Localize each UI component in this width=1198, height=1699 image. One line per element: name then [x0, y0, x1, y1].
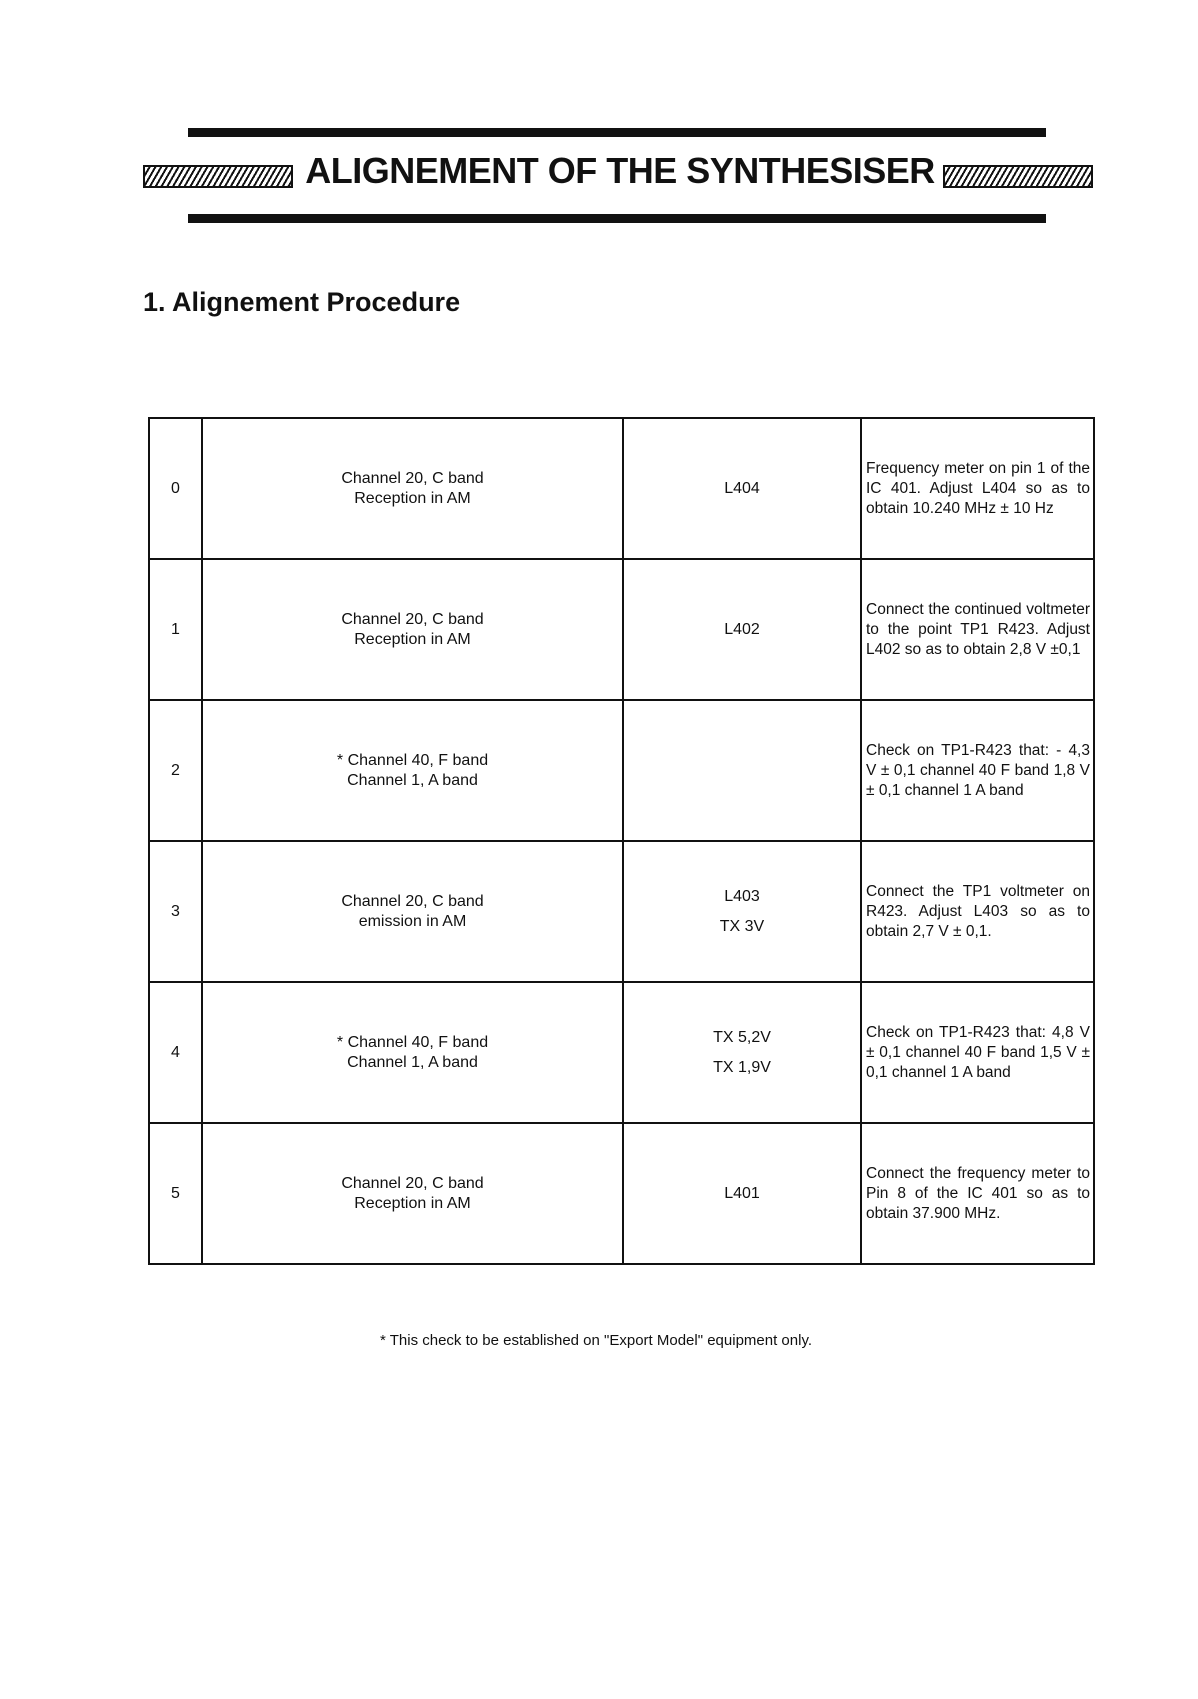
- step-number: 1: [149, 559, 202, 700]
- adjustment-value: L404: [724, 479, 760, 497]
- condition-line: Channel 20, C band: [341, 1174, 484, 1192]
- instruction-cell: Check on TP1-R423 that: - 4,3 V ± 0,1 channel 40 F band 1,8 V ± 0,1 channel 1 A band: [861, 700, 1094, 841]
- step-number: 3: [149, 841, 202, 982]
- adjustment-cell: [623, 1123, 861, 1264]
- alignment-table-body: [149, 418, 1094, 1264]
- adjustment-cell: [623, 559, 861, 700]
- adjustment-cell: [623, 418, 861, 559]
- condition-line: Channel 1, A band: [347, 1053, 478, 1071]
- condition-cell: [202, 1123, 623, 1264]
- bottom-rule: [188, 214, 1046, 223]
- condition-line: Reception in AM: [354, 1194, 471, 1212]
- adjustment-value: TX 3V: [719, 917, 765, 935]
- instruction-cell: Connect the continued voltmeter to the point TP1 R423. Adjust L402 so as to obtain 2,8 V ±0,1: [861, 559, 1094, 700]
- instruction-cell: Frequency meter on pin 1 of the IC 401. Adjust L404 so as to obtain 10.240 MHz ± 10 Hz: [861, 418, 1094, 559]
- condition-line: * Channel 40, F band: [336, 751, 489, 769]
- hatch-decoration-left: [143, 165, 293, 188]
- adjustment-value: L402: [724, 620, 760, 638]
- adjustment-value: L403: [724, 887, 760, 905]
- instruction-cell: Check on TP1-R423 that: 4,8 V ± 0,1 channel 40 F band 1,5 V ± 0,1 channel 1 A band: [861, 982, 1094, 1123]
- condition-cell: [202, 418, 623, 559]
- table-row: [149, 559, 1094, 700]
- section-title: 1. Alignement Procedure: [143, 287, 461, 317]
- condition-line: Channel 20, C band: [341, 610, 484, 628]
- adjustment-cell: [623, 982, 861, 1123]
- hatch-decoration-right: [943, 165, 1093, 188]
- instruction-cell: Connect the frequency meter to Pin 8 of the IC 401 so as to obtain 37.900 MHz.: [861, 1123, 1094, 1264]
- adjustment-value: TX 1,9V: [713, 1058, 771, 1076]
- condition-line: Reception in AM: [354, 630, 471, 648]
- adjustment-value: L401: [724, 1184, 760, 1202]
- footnote: * This check to be established on "Export Model" equipment only.: [380, 1332, 813, 1349]
- step-number: 2: [149, 700, 202, 841]
- step-number: 0: [149, 418, 202, 559]
- adjustment-cell: [623, 700, 861, 841]
- condition-line: Channel 20, C band: [341, 469, 484, 487]
- condition-cell: [202, 559, 623, 700]
- adjustment-value: TX 5,2V: [713, 1028, 771, 1046]
- condition-cell: [202, 841, 623, 982]
- table-row: [149, 841, 1094, 982]
- table-row: [149, 700, 1094, 841]
- alignment-table: [148, 417, 1095, 1265]
- top-rule: [188, 128, 1046, 137]
- condition-line: * Channel 40, F band: [336, 1033, 489, 1051]
- condition-line: Channel 1, A band: [347, 771, 478, 789]
- step-number: 4: [149, 982, 202, 1123]
- condition-cell: [202, 700, 623, 841]
- condition-line: emission in AM: [358, 912, 467, 930]
- condition-line: Reception in AM: [354, 489, 471, 507]
- table-row: [149, 418, 1094, 559]
- table-row: [149, 1123, 1094, 1264]
- page-title: ALIGNEMENT OF THE SYNTHESISER: [305, 150, 935, 191]
- adjustment-cell: [623, 841, 861, 982]
- condition-cell: [202, 982, 623, 1123]
- table-row: [149, 982, 1094, 1123]
- condition-line: Channel 20, C band: [341, 892, 484, 910]
- step-number: 5: [149, 1123, 202, 1264]
- instruction-cell: Connect the TP1 voltmeter on R423. Adjust L403 so as to obtain 2,7 V ± 0,1.: [861, 841, 1094, 982]
